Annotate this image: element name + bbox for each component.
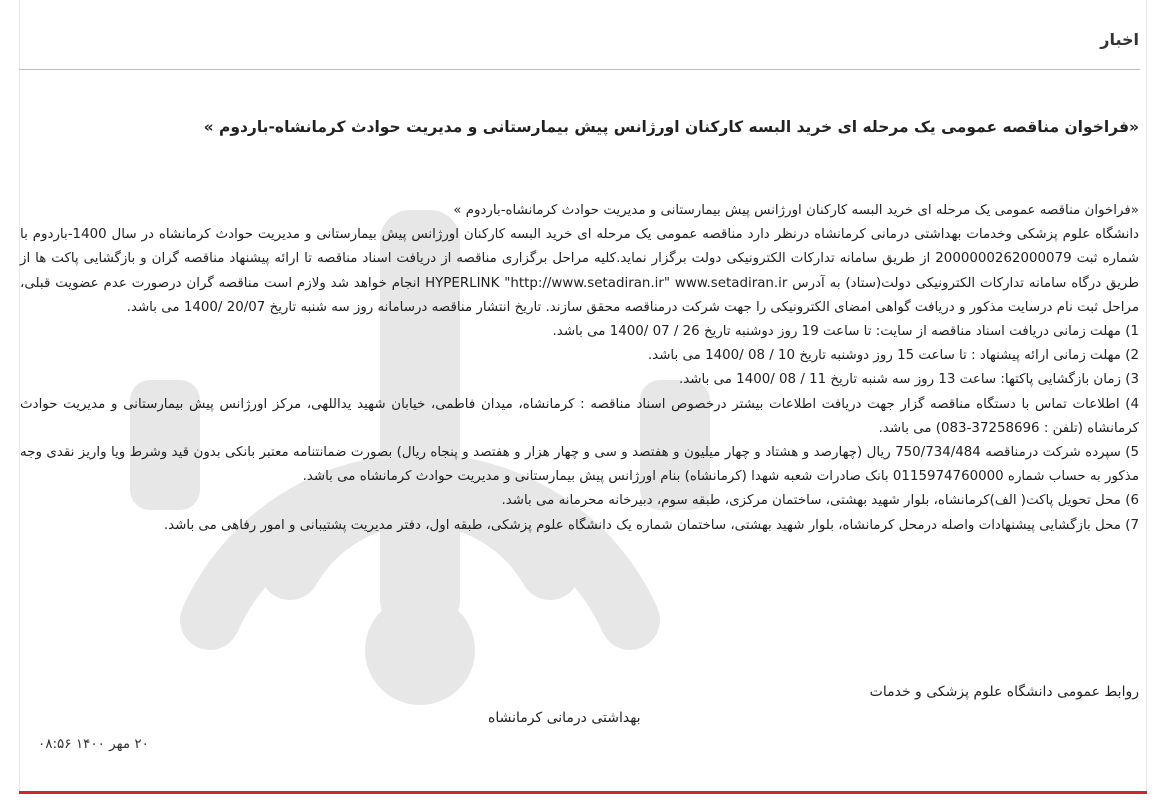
list-item: 6) محل تحویل پاکت( الف)کرمانشاه، بلوار شهید بهشتی، ساختمان مرکزی، طبقه سوم، دبیرخانه محرمانه می باشد. [501,493,1139,509]
list-item: 7) محل بازگشایی پیشنهادات واصله درمحل کرمانشاه، بلوار شهید بهشتی، ساختمان شماره یک دانشگاه علوم پزشکی، طبقه اول، دفتر مدیریت پشتیبانی و امور رفاهی می باشد. [163,517,1139,533]
bottom-accent-bar [19,791,1147,794]
list-item: 3) زمان بازگشایی پاکتها: ساعت 13 روز سه شنبه تاریخ 11 / 08 /1400 می باشد. [679,372,1139,388]
publish-timestamp: ۲۰ مهر ۱۴۰۰ ۰۸:۵۶ [38,736,149,752]
article-headline: «فراخوان مناقصه عمومی یک مرحله ای خرید البسه کارکنان اورژانس پیش بیمارستانی و مدیریت حوادث کرمانشاه-باردوم » [203,118,1139,136]
article-list [20,320,1139,538]
article-paragraph: دانشگاه علوم پزشکی وخدمات بهداشتی درمانی کرمانشاه درنظر دارد مناقصه عمومی یک مرحله ای خرید البسه کارکنان اورژانس پیش بیمارستانی و مدیریت حوادث کرمانشاه در سال 1400-باردوم با شماره ثبت 2000000262000079 از طریق سامانه تدارکات الکترونیکی دولت برگزار نماید.کلیه مراحل برگزاری مناقصه از دریافت اسناد مناقصه تا ارائه پیشنهاد مناقصه گران و بازگشایی پاکت ها از طریق درگاه سامانه تدارکات الکترونیکی دولت(ستاد) به آدرس HYPERLINK "http://www.setadiran.ir" www.setadiran.ir انجام خواهد شد ولازم است مناقصه گران درصورت عدم عضویت قبلی، مراحل ثبت نام درسایت مذکور و دریافت گواهی امضای الکترونیکی را جهت شرکت درمناقصه محقق سازند. تاریخ انتشار مناقصه درسامانه روز سه شنبه تاریخ 20/07 /1400 می باشد. [20,227,1140,315]
list-item: 1) مهلت زمانی دریافت اسناد مناقصه از سایت: تا ساعت 19 روز دوشنبه تاریخ 26 / 07 /1400 می باشد. [552,324,1139,340]
signature-line-1: روابط عمومی دانشگاه علوم پزشکی و خدمات [869,684,1139,700]
article-intro: «فراخوان مناقصه عمومی یک مرحله ای خرید البسه کارکنان اورژانس پیش بیمارستانی و مدیریت حوادث کرمانشاه-باردوم » [453,203,1139,218]
signature-line-2: بهداشتی درمانی کرمانشاه [488,710,641,726]
section-divider [19,69,1140,70]
list-item: 5) سپرده شرکت درمناقصه 750/734/484 ریال (چهارصد و هشتاد و چهار میلیون و هفتصد و سی و چهار هزار و هفتصد و پنجاه ریال) بصورت ضمانتنامه معتبر بانکی بدون قید وشرط ویا واریز نقدی وجه مذکور به حساب شماره 0115974760000 بانک صادرات شعبه شهدا (کرمانشاه) بنام اورژانس پیش بیمارستانی و مدیریت حوادث کرمانشاه می باشد. [20,445,1139,485]
list-item: 2) مهلت زمانی ارائه پیشنهاد : تا ساعت 15 روز دوشنبه تاریخ 10 / 08 /1400 می باشد. [647,348,1139,364]
list-item: 4) اطلاعات تماس با دستگاه مناقصه گزار جهت دریافت اطلاعات بیشتر درخصوص اسناد مناقصه : کرمانشاه، میدان فاطمی، خیابان شهید یداللهی، مرکز اورژانس پیش بیمارستانی و مدیریت حوادث کرمانشاه (تلفن : 37258696-083) می باشد. [20,396,1139,436]
article-body [20,199,1139,538]
section-title: اخبار [1100,30,1139,49]
